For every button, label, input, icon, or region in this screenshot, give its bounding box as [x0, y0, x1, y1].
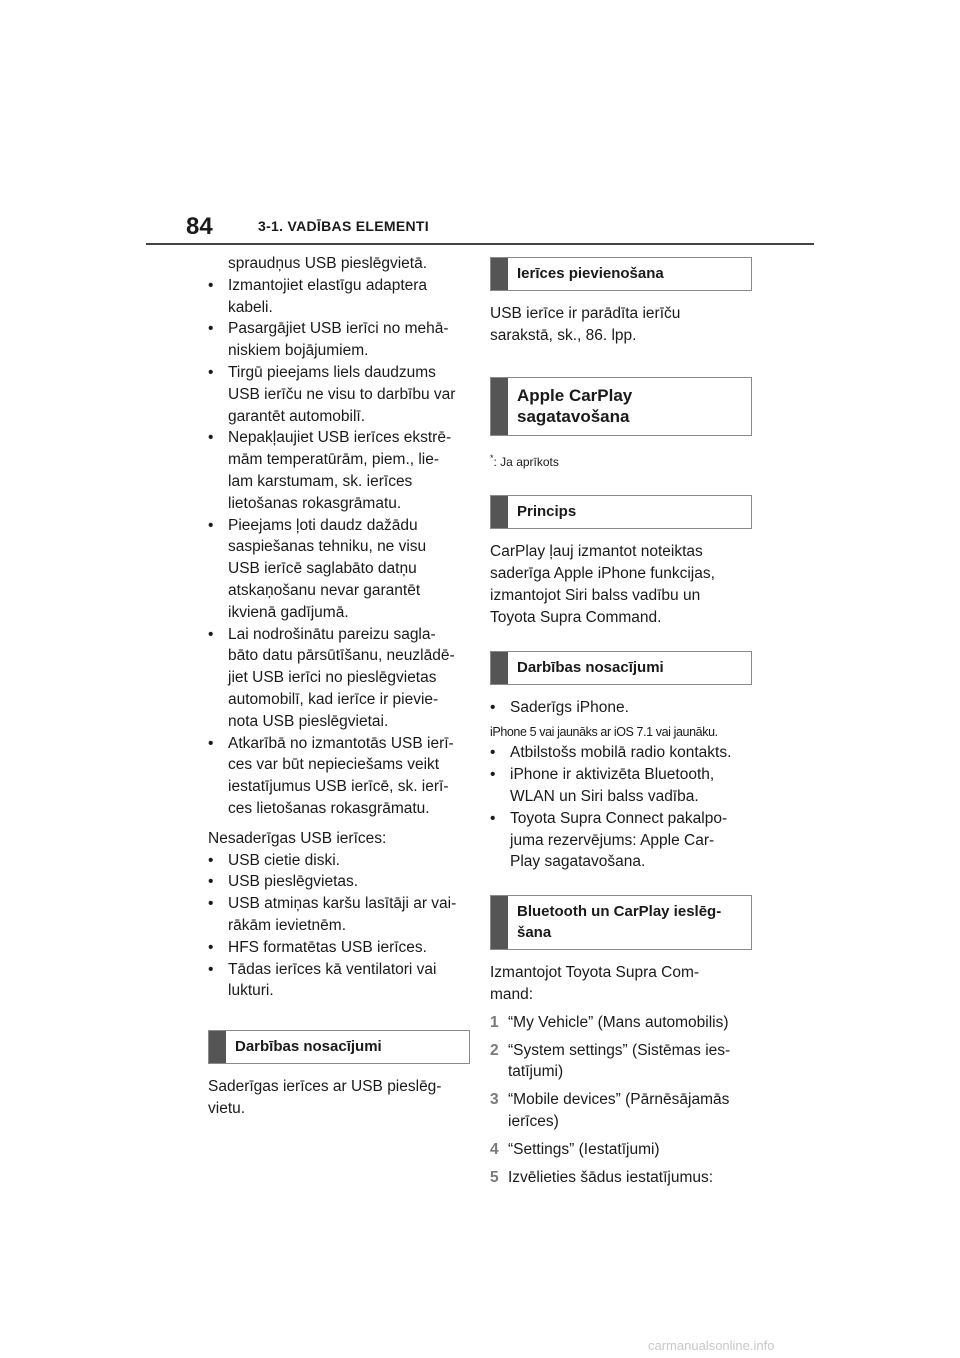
step-number: 2 [490, 1041, 499, 1059]
bullet-continuation: Play sagatavošana. [510, 853, 646, 871]
bullet-continuation: lietošanas rokasgrāmatu. [228, 494, 402, 512]
page-header [0, 0, 960, 250]
compatible-line-1: Saderīgas ierīces ar USB pieslēg- [208, 1078, 442, 1096]
using-line-2: mand: [490, 985, 534, 1003]
bullet-continuation: garantēt automobilī. [228, 407, 366, 425]
bullet-continuation: ces lietošanas rokasgrāmatu. [228, 799, 430, 817]
subheading-bar [491, 496, 508, 528]
compatible-line-2: vietu. [208, 1099, 246, 1117]
heading-text: Apple CarPlay sagatavošana [517, 385, 633, 426]
bullet-list-incompatible [208, 850, 470, 1003]
bullet-line: • iPhone ir aktivizēta Bluetooth, [490, 764, 752, 786]
footnote-text: : Ja aprīkots [493, 454, 559, 469]
bullet-line: • Tirgū pieejams liels daudzums [208, 362, 470, 384]
step-text [508, 1167, 713, 1189]
using-line-1: Izmantojot Toyota Supra Com- [490, 964, 700, 982]
list-item [490, 742, 752, 764]
bullet-continuation: USB ierīcē saglabāto datņu [228, 560, 417, 578]
list-item [208, 624, 470, 733]
step-item [490, 1012, 752, 1034]
principle-line-4: Toyota Supra Command. [490, 608, 662, 626]
subheading-line-1: Bluetooth un CarPlay ieslēg- [517, 903, 722, 921]
subheading-principle [490, 495, 752, 529]
bullet-line: • Pasargājiet USB ierīci no mehā- [208, 318, 470, 340]
step-text [508, 1012, 729, 1034]
bullet-iphone: • Saderīgs iPhone. [490, 697, 752, 719]
bullet-list-top [208, 275, 470, 820]
bullet-continuation: ces var būt nepieciešams veikt [228, 756, 440, 774]
subheading-conditions-right [490, 651, 752, 685]
bullet-continuation: automobilī, kad ierīce ir pievie- [228, 690, 439, 708]
bullet-line: • Atbilstošs mobilā radio kontakts. [490, 742, 752, 764]
principle-line-1: CarPlay ļauj izmantot noteiktas [490, 543, 703, 561]
bullet-continuation: nota USB pieslēgvietai. [228, 712, 389, 730]
list-item [208, 733, 470, 820]
step-text [508, 1139, 660, 1161]
bullet-continuation: jiet USB ierīci no pieslēgvietas [228, 669, 437, 687]
bullet-line: • Atkarībā no izmantotās USB ierī- [208, 733, 470, 755]
list-item [208, 427, 470, 514]
step-line: “Settings” (Iestatījumi) [508, 1140, 660, 1158]
subheading-text: Darbības nosacījumi [235, 1038, 382, 1056]
principle-line-3: izmantojot Siri balss vadību un [490, 586, 701, 604]
list-item [208, 871, 470, 893]
subheading-text: Ierīces pievienošana [517, 265, 664, 282]
bullet-continuation: saspiešanas tehniku, ne visu [228, 538, 427, 556]
step-line: “System settings” (Sistēmas ies- [508, 1041, 731, 1059]
right-column [490, 257, 752, 1188]
bullet-line: • USB atmiņas karšu lasītāji ar vai- [208, 893, 470, 915]
bullet-continuation: lukturi. [228, 982, 274, 1000]
bullet-line: • Nepakļaujiet USB ierīces ekstrē- [208, 427, 470, 449]
header-rule [146, 243, 814, 245]
bullet-line: • Tādas ierīces kā ventilatori vai [208, 959, 470, 981]
subheading-text: Darbības nosacījumi [517, 658, 664, 676]
subheading-conditions-left [208, 1030, 470, 1064]
bullet-continuation: rākām ievietnēm. [228, 916, 347, 934]
connect-line-1: USB ierīce ir parādīta ierīču [490, 305, 681, 322]
bullet-continuation: niskiem bojājumiem. [228, 342, 369, 360]
subheading-text: Princips [517, 503, 577, 521]
step-item [490, 1167, 752, 1189]
subheading-bar [491, 896, 508, 949]
section-title: 3-1. VADĪBAS ELEMENTI [258, 218, 429, 234]
bullet-line: • Pieejams ļoti daudz dažādu [208, 515, 470, 537]
step-item [490, 1089, 752, 1133]
list-item [208, 850, 470, 872]
step-line: ierīces) [508, 1112, 559, 1130]
list-item [208, 893, 470, 937]
list-item [490, 764, 752, 808]
bullet-list-conditions [490, 742, 752, 873]
heading-carplay [490, 377, 752, 436]
incompatible-title: Nesaderīgas USB ierīces: [208, 829, 387, 847]
bullet-line: • HFS formatētas USB ierīces. [208, 937, 470, 959]
list-item [208, 937, 470, 959]
step-line: “My Vehicle” (Mans automobilis) [508, 1013, 729, 1031]
bullet-continuation: atskaņošanu nevar garantēt [228, 581, 421, 599]
connect-line-2: sarakstā, sk., 86. lpp. [490, 326, 637, 344]
bullet-continuation: bāto datu pārsūtīšanu, neuzlādē- [228, 647, 455, 665]
bullet-continuation: juma rezervējums: Apple Car- [510, 831, 715, 849]
subheading-line-2: šana [517, 924, 552, 942]
subheading-bluetooth [490, 895, 752, 950]
principle-line-2: saderīga Apple iPhone funkcijas, [490, 565, 715, 583]
left-column [208, 253, 470, 1120]
bullet-line: • USB pieslēgvietas. [208, 871, 470, 893]
list-item [208, 515, 470, 624]
bullet-continuation: USB ierīču ne visu to darbību var [228, 385, 456, 403]
step-line: “Mobile devices” (Pārnēsājamās [508, 1091, 730, 1109]
subheading-text [508, 896, 729, 949]
list-item [490, 808, 752, 873]
bullet-line: • Izmantojiet elastīgu adaptera [208, 275, 470, 297]
heading-bar [491, 378, 508, 435]
step-item [490, 1040, 752, 1084]
bullet-continuation: kabeli. [228, 298, 273, 316]
watermark: carmanualsonline.info [648, 1338, 775, 1353]
bullet-line: • Lai nodrošinātu pareizu sagla- [208, 624, 470, 646]
iphone-note: iPhone 5 vai jaunāks ar iOS 7.1 vai jaunāku. [490, 725, 718, 740]
subheading-bar [491, 258, 508, 290]
step-number: 5 [490, 1168, 499, 1186]
bullet-continuation: WLAN un Siri balss vadība. [510, 787, 699, 805]
step-text [508, 1040, 730, 1084]
footnote-mark: * [490, 452, 494, 463]
list-item [208, 275, 470, 319]
bullet-line: • USB cietie diski. [208, 850, 470, 872]
continued-line: spraudņus USB pieslēgvietā. [228, 255, 428, 272]
step-item [490, 1139, 752, 1161]
page-number: 84 [186, 213, 213, 240]
bullet-continuation: mām temperatūrām, piem., lie- [228, 451, 440, 469]
subheading-bar [491, 652, 508, 684]
footnote [490, 448, 752, 474]
subheading-connect [490, 257, 752, 291]
step-line: Izvēlieties šādus iestatījumus: [508, 1168, 714, 1186]
step-number: 1 [490, 1013, 499, 1031]
bullet-line: • Toyota Supra Connect pakalpo- [490, 808, 752, 830]
step-number: 3 [490, 1091, 499, 1109]
step-line: tatījumi) [508, 1063, 564, 1081]
step-number: 4 [490, 1140, 499, 1158]
step-text [508, 1089, 729, 1133]
list-item [208, 362, 470, 427]
bullet-continuation: ikvienā gadījumā. [228, 603, 349, 621]
list-item [208, 959, 470, 1003]
subheading-bar [209, 1031, 226, 1063]
step-list [490, 1012, 752, 1189]
list-item [208, 318, 470, 362]
bullet-continuation: lam karstumam, sk. ierīces [228, 472, 413, 490]
bullet-continuation: iestatījumus USB ierīcē, sk. ierī- [228, 778, 449, 796]
